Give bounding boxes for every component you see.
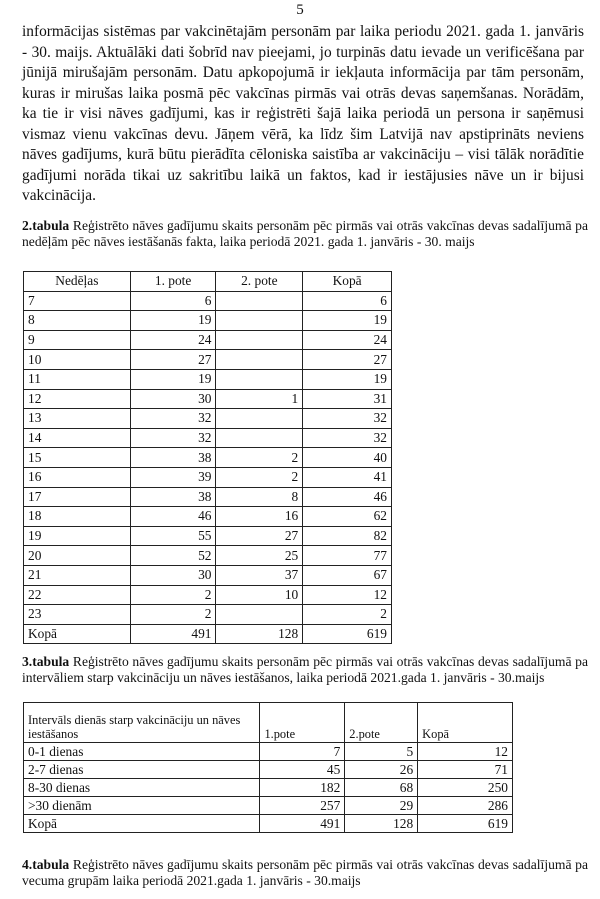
table2-caption-text: Reģistrēto nāves gadījumu skaits personām pēc pirmās vai otrās vakcīnas devas sadalījumā pa nedēļām pēc nāves iestāšanās fakta, laika periodā 2021. gada 1. janvāris - 30. maijs — [22, 218, 588, 249]
table-row — [24, 743, 513, 761]
table-cell: 38 — [130, 448, 216, 468]
table-cell: 21 — [24, 565, 131, 585]
table-cell: 12 — [24, 389, 131, 409]
table-cell: 15 — [24, 448, 131, 468]
table-cell: 16 — [24, 467, 131, 487]
table-cell: 8-30 dienas — [24, 779, 260, 797]
table-row — [24, 797, 513, 815]
table4-caption — [22, 857, 588, 889]
table-cell: 7 — [24, 291, 131, 311]
table-cell: 182 — [260, 779, 345, 797]
table3-label: 3.tabula — [22, 654, 70, 669]
table-cell: 38 — [130, 487, 216, 507]
table-row — [24, 467, 392, 487]
table-cell: 128 — [216, 624, 303, 644]
table-row — [24, 546, 392, 566]
table-cell: 128 — [345, 815, 418, 833]
table-row — [24, 389, 392, 409]
table-cell: 31 — [303, 389, 392, 409]
table2-body — [24, 291, 392, 644]
table-row — [24, 311, 392, 331]
table-cell: 16 — [216, 507, 303, 527]
table-row — [24, 409, 392, 429]
table-cell: 71 — [418, 761, 513, 779]
table-cell: 619 — [418, 815, 513, 833]
table-row — [24, 487, 392, 507]
table-cell: 77 — [303, 546, 392, 566]
table-row — [24, 565, 392, 585]
table-cell: 32 — [303, 428, 392, 448]
table-cell: 20 — [24, 546, 131, 566]
table-cell — [216, 291, 303, 311]
table-cell: 26 — [345, 761, 418, 779]
table2-header-cell: Kopā — [303, 272, 392, 292]
table-row — [24, 624, 392, 644]
table-cell: 52 — [130, 546, 216, 566]
table-cell: 37 — [216, 565, 303, 585]
table-cell: 19 — [130, 311, 216, 331]
table-cell: 9 — [24, 330, 131, 350]
table-cell: 2 — [216, 467, 303, 487]
table-cell — [216, 311, 303, 331]
table-cell: 30 — [130, 565, 216, 585]
page-number: 5 — [296, 2, 304, 18]
table-cell: 25 — [216, 546, 303, 566]
table3-header-cell: 2.pote — [345, 703, 418, 743]
table-cell: Kopā — [24, 815, 260, 833]
table-cell: 39 — [130, 467, 216, 487]
table-cell: 22 — [24, 585, 131, 605]
table-cell: 27 — [130, 350, 216, 370]
table-row — [24, 448, 392, 468]
table-cell — [216, 605, 303, 625]
table-cell: 2-7 dienas — [24, 761, 260, 779]
table-cell: 491 — [130, 624, 216, 644]
table-cell — [216, 409, 303, 429]
table-cell — [216, 428, 303, 448]
table-cell: 46 — [303, 487, 392, 507]
table-cell: 6 — [130, 291, 216, 311]
table-cell: 2 — [130, 585, 216, 605]
table-cell: 46 — [130, 507, 216, 527]
table2-caption — [22, 218, 588, 250]
table3-header-cell: 1.pote — [260, 703, 345, 743]
table-cell: 8 — [216, 487, 303, 507]
table-cell: Kopā — [24, 624, 131, 644]
table-row — [24, 779, 513, 797]
table-row — [24, 761, 513, 779]
table-cell: 8 — [24, 311, 131, 331]
table-cell: 17 — [24, 487, 131, 507]
table-cell: 619 — [303, 624, 392, 644]
table-cell: 67 — [303, 565, 392, 585]
table-cell: 24 — [130, 330, 216, 350]
table-cell: 250 — [418, 779, 513, 797]
table-cell: 19 — [130, 369, 216, 389]
table3-header-cell: Kopā — [418, 703, 513, 743]
table-cell: 82 — [303, 526, 392, 546]
table-row — [24, 507, 392, 527]
table-cell: 13 — [24, 409, 131, 429]
table-cell: 6 — [303, 291, 392, 311]
table2-header-cell: Nedēļas — [24, 272, 131, 292]
table2-header-cell: 2. pote — [216, 272, 303, 292]
table-row — [24, 428, 392, 448]
table-cell: 40 — [303, 448, 392, 468]
table-cell: 23 — [24, 605, 131, 625]
table2-label: 2.tabula — [22, 218, 70, 233]
table-cell: 14 — [24, 428, 131, 448]
table-cell: 55 — [130, 526, 216, 546]
table-row — [24, 291, 392, 311]
table3-caption — [22, 654, 588, 686]
table-cell: 10 — [216, 585, 303, 605]
table-cell: 27 — [303, 350, 392, 370]
table-cell: 491 — [260, 815, 345, 833]
table2 — [23, 271, 392, 644]
table-cell: 30 — [130, 389, 216, 409]
table-cell: 68 — [345, 779, 418, 797]
table-row — [24, 369, 392, 389]
table-cell: 1 — [216, 389, 303, 409]
table-row — [24, 815, 513, 833]
table-cell: 19 — [24, 526, 131, 546]
table-cell: 32 — [130, 409, 216, 429]
table3-body — [24, 743, 513, 833]
table-cell: 2 — [130, 605, 216, 625]
table3-header-row — [24, 703, 513, 743]
table-cell: 27 — [216, 526, 303, 546]
table-cell: 5 — [345, 743, 418, 761]
table-cell: 0-1 dienas — [24, 743, 260, 761]
table-cell: >30 dienām — [24, 797, 260, 815]
table-cell: 12 — [303, 585, 392, 605]
table-cell — [216, 330, 303, 350]
table-cell: 2 — [303, 605, 392, 625]
table-row — [24, 585, 392, 605]
table-cell: 45 — [260, 761, 345, 779]
table-cell: 24 — [303, 330, 392, 350]
table-cell: 2 — [216, 448, 303, 468]
table-row — [24, 605, 392, 625]
table-cell: 11 — [24, 369, 131, 389]
table3-caption-text: Reģistrēto nāves gadījumu skaits personām pēc pirmās vai otrās vakcīnas devas sadalījumā pa intervāliem starp vakcināciju un nāves iestāšanos, laika periodā 2021.gada 1. janvāris - 30.maijs — [22, 654, 588, 685]
table-cell — [216, 369, 303, 389]
table-cell: 32 — [303, 409, 392, 429]
table3 — [23, 702, 513, 833]
table-row — [24, 350, 392, 370]
table-cell: 62 — [303, 507, 392, 527]
table-cell: 41 — [303, 467, 392, 487]
table-cell: 19 — [303, 369, 392, 389]
table-cell: 10 — [24, 350, 131, 370]
table-cell: 286 — [418, 797, 513, 815]
table-cell: 29 — [345, 797, 418, 815]
table-cell: 257 — [260, 797, 345, 815]
table2-header-cell: 1. pote — [130, 272, 216, 292]
table2-header-row — [24, 272, 392, 292]
table-row — [24, 526, 392, 546]
table3-header-cell: Intervāls dienās starp vakcināciju un nāves iestāšanos — [24, 703, 260, 743]
table4-label: 4.tabula — [22, 857, 70, 872]
table-cell: 7 — [260, 743, 345, 761]
table-cell: 18 — [24, 507, 131, 527]
table4-caption-text: Reģistrēto nāves gadījumu skaits personām pēc pirmās vai otrās vakcīnas devas sadalījumā pa vecuma grupām laika periodā 2021.gada 1. janvāris - 30.maijs — [22, 857, 588, 888]
table-cell: 19 — [303, 311, 392, 331]
table-cell: 12 — [418, 743, 513, 761]
table-cell: 32 — [130, 428, 216, 448]
intro-paragraph: informācijas sistēmas par vakcinētajām personām par laika periodu 2021. gada 1. janvāris - 30. maijs. Aktuālāki dati šobrīd nav pieejami, jo turpinās datu ievade un verificēšana par jūnijā mirušajām personām. Datu apkopojumā ir iekļauta informācija par tām personām, kuras ir mirušas laika posmā pēc vakcīnas pirmās vai otrās devas saņemšanas. Norādām, ka tie ir visi nāves gadījumi, kas ir reģistrēti šajā laika periodā un persona ir saņēmusi vismaz vienu vakcīnas devu. Jāņem vērā, ka līdz šim Latvijā nav apstiprināts neviens nāves gadījums, kurā būtu pierādīta cēloniska saistība ar vakcināciju – visi tālāk norādītie gadījumi norāda tikai uz sakritību laikā un faktos, kad ir iestājusies nāve un ir bijusi vakcinācija. — [22, 23, 584, 204]
table-row — [24, 330, 392, 350]
table-cell — [216, 350, 303, 370]
